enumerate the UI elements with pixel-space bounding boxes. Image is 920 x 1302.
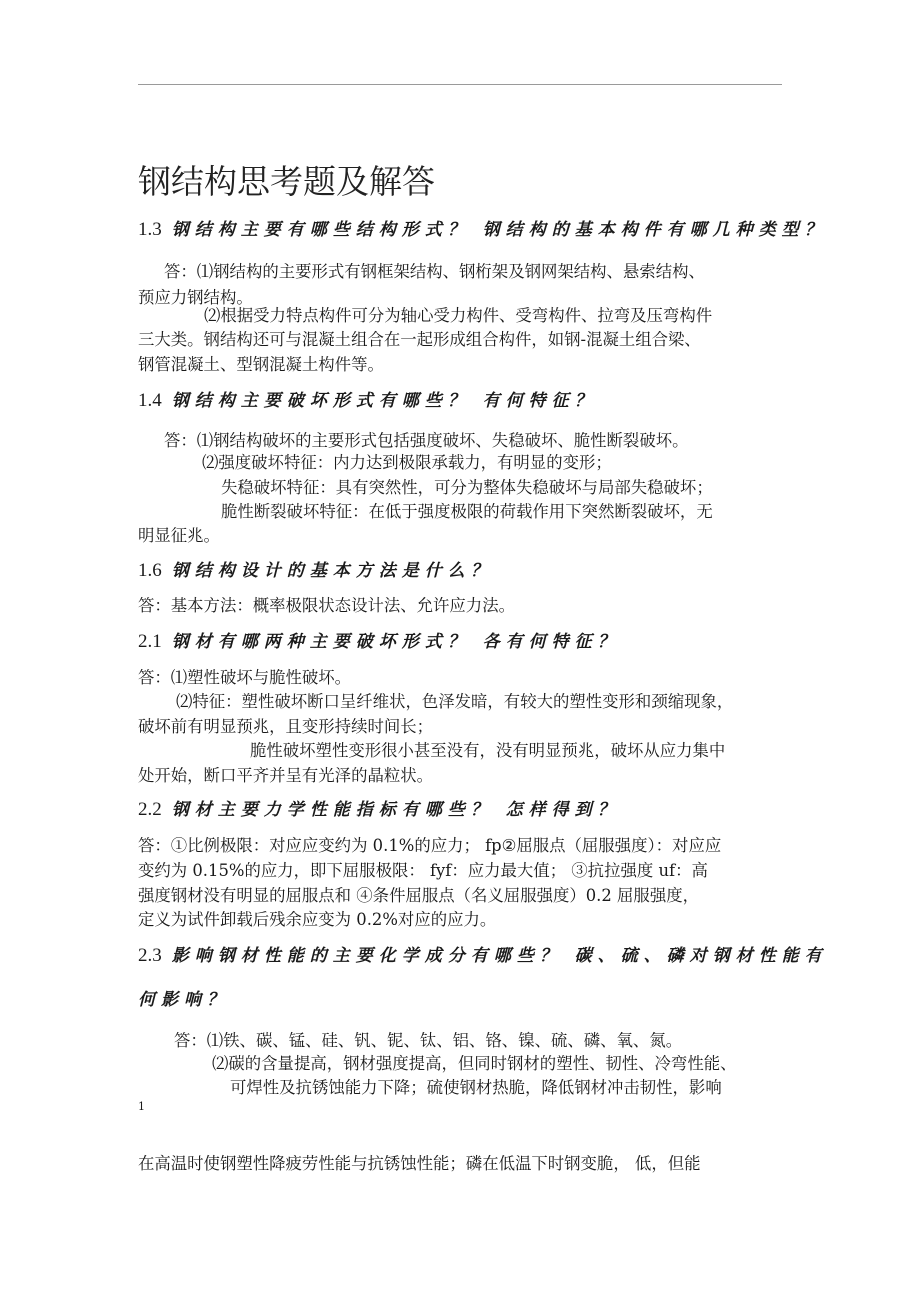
- section-number: 1.6: [138, 560, 162, 581]
- answer-line: 脆性破坏塑性变形很小甚至没有，没有明显预兆，破坏从应力集中: [250, 741, 726, 760]
- section-number: 2.2: [138, 799, 162, 820]
- answer-line: 可焊性及抗锈蚀能力下降；硫使钢材热脆，降低钢材冲击韧性，影响: [230, 1078, 722, 1097]
- answer-line: 定义为试件卸载后残余应变为 0.2%对应的应力。: [138, 910, 497, 929]
- answer-line: 三大类。钢结构还可与混凝土组合在一起形成组合构件，如钢-混凝土组合梁、: [138, 330, 701, 349]
- answer-line: 答：⑴铁、碳、锰、硅、钒、铌、钛、铝、铬、镍、硫、磷、氧、氮。: [174, 1031, 683, 1050]
- answer-line: ⑵特征：塑性破坏断口呈纤维状，色泽发暗，有较大的塑性变形和颈缩现象，: [176, 692, 734, 711]
- section-number: 2.3: [138, 945, 162, 966]
- section-heading-2-3: [138, 942, 828, 970]
- section-heading-1-4: [138, 387, 598, 415]
- section-question: 钢结构主要破坏形式有哪些？ 有何特征？: [171, 391, 598, 411]
- section-question: 钢结构设计的基本方法是什么？: [171, 561, 494, 581]
- answer-line: ⑵根据受力特点构件可分为轴心受力构件、受弯构件、拉弯及压弯构件: [204, 306, 713, 325]
- section-number: 2.1: [138, 631, 162, 652]
- section-question: 影响钢材性能的主要化学成分有哪些？ 碳、硫、磷对钢材性能有: [171, 946, 828, 966]
- answer-line: 答：⑴钢结构破坏的主要形式包括强度破坏、失稳破坏、脆性断裂破坏。: [164, 431, 689, 450]
- section-number: 1.3: [138, 219, 162, 240]
- page-number: 1: [138, 1100, 145, 1113]
- section-number: 1.4: [138, 390, 162, 411]
- answer-line: 脆性断裂破坏特征：在低于强度极限的荷载作用下突然断裂破坏，无: [221, 502, 713, 521]
- answer-line: 变约为 0.15%的应力，即下屈服极限： fyf：应力最大值； ③抗拉强度 uf：高: [138, 861, 708, 880]
- section-question-continued: 何影响？: [138, 990, 230, 1010]
- page-title: 钢结构思考题及解答: [138, 162, 435, 201]
- section-heading-2-1: [138, 628, 621, 656]
- header-rule: [138, 84, 782, 85]
- answer-line: 强度钢材没有明显的屈服点和 ④条件屈服点（名义屈服强度）0.2 屈服强度，: [138, 886, 699, 905]
- section-question: 钢材主要力学性能指标有哪些？ 怎样得到？: [171, 800, 621, 820]
- answer-line: ⑵碳的含量提高，钢材强度提高，但同时钢材的塑性、韧性、冷弯性能、: [212, 1054, 737, 1073]
- answer-line: 处开始，断口平齐并呈有光泽的晶粒状。: [138, 766, 434, 785]
- answer-line: 答：⑴钢结构的主要形式有钢框架结构、钢桁架及钢网架结构、悬索结构、: [164, 262, 705, 281]
- section-heading-1-3: [138, 216, 828, 244]
- answer-line: 预应力钢结构。: [138, 288, 253, 307]
- continuation-line: 在高温时使钢塑性降疲劳性能与抗锈蚀性能；磷在低温下时钢变脆， 低，但能: [138, 1154, 701, 1173]
- section-heading-2-3-continued: [138, 986, 230, 1014]
- answer-line: 破坏前有明显预兆，且变形持续时间长；: [138, 717, 434, 736]
- answer-line: 答：⑴塑性破坏与脆性破坏。: [138, 668, 352, 687]
- answer-line: 明显征兆。: [138, 526, 220, 545]
- answer-line: 钢管混凝土、型钢混凝土构件等。: [138, 355, 384, 374]
- section-heading-1-6: [138, 557, 494, 585]
- answer-line: 答：①比例极限：对应应变约为 0.1%的应力； fp②屈服点（屈服强度）：对应应: [138, 836, 722, 855]
- answer-line: ⑵强度破坏特征：内力达到极限承载力，有明显的变形；: [202, 453, 612, 472]
- answer-line: 答：基本方法：概率极限状态设计法、允许应力法。: [138, 596, 515, 615]
- section-heading-2-2: [138, 796, 621, 824]
- answer-line: 失稳破坏特征：具有突然性，可分为整体失稳破坏与局部失稳破坏；: [221, 478, 713, 497]
- section-question: 钢材有哪两种主要破坏形式？ 各有何特征？: [171, 632, 621, 652]
- section-question: 钢结构主要有哪些结构形式？ 钢结构的基本构件有哪几种类型？: [171, 220, 828, 240]
